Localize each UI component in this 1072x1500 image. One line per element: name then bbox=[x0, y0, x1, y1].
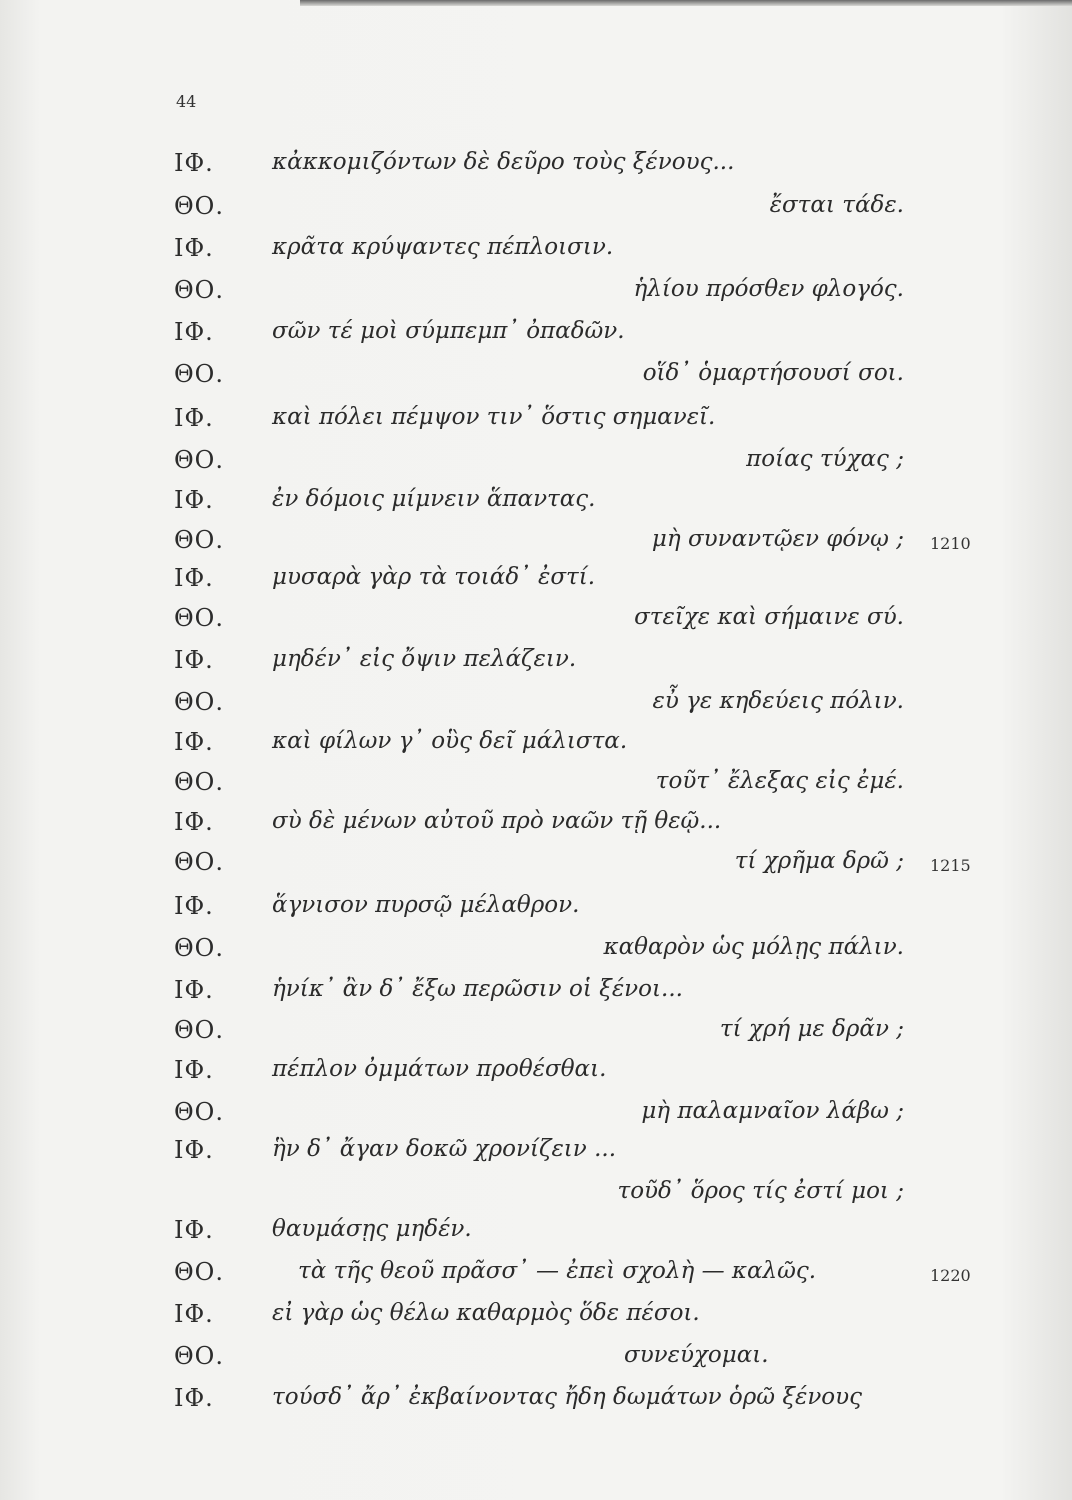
verse-text: οἵδ᾽ ὁμαρτήσουσί σοι. bbox=[642, 360, 904, 386]
speaker-label: ΙΦ. bbox=[174, 1384, 214, 1412]
speaker-label: ΙΦ. bbox=[174, 728, 214, 756]
speaker-label: ΘΟ. bbox=[174, 848, 224, 876]
verse-text: ποίας τύχας ; bbox=[746, 446, 904, 472]
verse-line-number: 1220 bbox=[930, 1266, 971, 1285]
dialogue-line bbox=[0, 234, 1072, 278]
verse-text: εἰ γὰρ ὡς θέλω καθαρμὸς ὅδε πέσοι. bbox=[272, 1300, 700, 1326]
dialogue-line bbox=[0, 848, 1072, 892]
verse-line-number: 1215 bbox=[930, 856, 971, 875]
verse-text: μυσαρὰ γὰρ τὰ τοιάδ᾽ ἐστί. bbox=[272, 564, 596, 590]
dialogue-line bbox=[0, 1258, 1072, 1302]
verse-text: ἐν δόμοις μίμνειν ἅπαντας. bbox=[272, 486, 596, 512]
speaker-label: ΘΟ. bbox=[174, 526, 224, 554]
verse-text: τί χρή με δρᾶν ; bbox=[719, 1016, 904, 1042]
verse-text: στεῖχε καὶ σήμαινε σύ. bbox=[634, 604, 904, 630]
speaker-label: ΘΟ. bbox=[174, 604, 224, 632]
dialogue-line bbox=[0, 318, 1072, 362]
verse-text: ἡνίκ᾽ ἂν δ᾽ ἔξω περῶσιν οἱ ξένοι... bbox=[272, 976, 683, 1002]
dialogue-line bbox=[0, 1384, 1072, 1428]
verse-text: πέπλον ὀμμάτων προθέσθαι. bbox=[272, 1056, 607, 1082]
speaker-label: ΘΟ. bbox=[174, 1016, 224, 1044]
speaker-label: ΙΦ. bbox=[174, 234, 214, 262]
dialogue-line bbox=[0, 446, 1072, 490]
dialogue-line bbox=[0, 360, 1072, 404]
speaker-label: ΘΟ. bbox=[174, 1258, 224, 1286]
dialogue-line bbox=[0, 1136, 1072, 1180]
verse-text: τούσδ᾽ ἄρ᾽ ἐκβαίνοντας ἤδη δωμάτων ὁρῶ ξένους bbox=[272, 1384, 863, 1410]
verse-text: τί χρῆμα δρῶ ; bbox=[734, 848, 904, 874]
verse-text: σῶν τέ μοὶ σύμπεμπ᾽ ὀπαδῶν. bbox=[272, 318, 625, 344]
dialogue-line bbox=[0, 646, 1072, 690]
dialogue-line bbox=[0, 1216, 1072, 1260]
verse-text: τὰ τῆς θεοῦ πρᾶσσ᾽ — ἐπεὶ σχολὴ — καλῶς. bbox=[298, 1258, 817, 1284]
speaker-label: ΙΦ. bbox=[174, 1300, 214, 1328]
verse-text: καὶ πόλει πέμψον τιν᾽ ὅστις σημανεῖ. bbox=[272, 404, 716, 430]
verse-text: μὴ συναντῷεν φόνῳ ; bbox=[651, 526, 904, 552]
speaker-label: ΙΦ. bbox=[174, 564, 214, 592]
scan-edge-shadow bbox=[300, 0, 1072, 6]
dialogue-line bbox=[0, 934, 1072, 978]
dialogue-line bbox=[0, 728, 1072, 772]
verse-text: ἅγνισον πυρσῷ μέλαθρον. bbox=[272, 892, 580, 918]
speaker-label: ΙΦ. bbox=[174, 1216, 214, 1244]
verse-text: ἔσται τάδε. bbox=[769, 192, 904, 218]
verse-text: μὴ παλαμναῖον λάβω ; bbox=[641, 1098, 904, 1124]
dialogue-line bbox=[0, 1342, 1072, 1386]
verse-text: συνεύχομαι. bbox=[624, 1342, 769, 1368]
dialogue-line bbox=[0, 1300, 1072, 1344]
speaker-label: ΙΦ. bbox=[174, 976, 214, 1004]
speaker-label: ΘΟ. bbox=[174, 192, 224, 220]
verse-text: καὶ φίλων γ᾽ οὓς δεῖ μάλιστα. bbox=[272, 728, 628, 754]
verse-text: σὺ δὲ μένων αὐτοῦ πρὸ ναῶν τῇ θεῷ... bbox=[272, 808, 722, 834]
speaker-label: ΘΟ. bbox=[174, 276, 224, 304]
verse-text: κρᾶτα κρύψαντες πέπλοισιν. bbox=[272, 234, 614, 260]
dialogue-line bbox=[0, 564, 1072, 608]
speaker-label: ΘΟ. bbox=[174, 360, 224, 388]
verse-text: εὖ γε κηδεύεις πόλιν. bbox=[652, 688, 904, 714]
speaker-label: ΘΟ. bbox=[174, 934, 224, 962]
speaker-label: ΙΦ. bbox=[174, 486, 214, 514]
speaker-label: ΙΦ. bbox=[174, 149, 214, 177]
dialogue-line bbox=[0, 149, 1072, 193]
dialogue-line bbox=[0, 808, 1072, 852]
verse-text: καθαρὸν ὡς μόλῃς πάλιν. bbox=[603, 934, 904, 960]
dialogue-line bbox=[0, 688, 1072, 732]
verse-text: ἣν δ᾽ ἄγαν δοκῶ χρονίζειν ... bbox=[272, 1136, 617, 1162]
dialogue-line bbox=[0, 1016, 1072, 1060]
speaker-label: ΘΟ. bbox=[174, 688, 224, 716]
dialogue-line bbox=[0, 1056, 1072, 1100]
verse-text: μηδέν᾽ εἰς ὄψιν πελάζειν. bbox=[272, 646, 577, 672]
verse-text: θαυμάσῃς μηδέν. bbox=[272, 1216, 472, 1242]
speaker-label: ΘΟ. bbox=[174, 1098, 224, 1126]
dialogue-line bbox=[0, 892, 1072, 936]
dialogue-line bbox=[0, 976, 1072, 1020]
speaker-label: ΙΦ. bbox=[174, 318, 214, 346]
verse-line-number: 1210 bbox=[930, 534, 971, 553]
speaker-label: ΙΦ. bbox=[174, 404, 214, 432]
dialogue-line bbox=[0, 404, 1072, 448]
speaker-label: ΙΦ. bbox=[174, 808, 214, 836]
dialogue-line bbox=[0, 768, 1072, 812]
verse-text: κἀκκομιζόντων δὲ δεῦρο τοὺς ξένους... bbox=[272, 149, 735, 175]
speaker-label: ΘΟ. bbox=[174, 1342, 224, 1370]
verse-text: τοῦδ᾽ ὅρος τίς ἐστί μοι ; bbox=[617, 1178, 904, 1204]
speaker-label: ΙΦ. bbox=[174, 646, 214, 674]
verse-text: τοῦτ᾽ ἔλεξας εἰς ἐμέ. bbox=[655, 768, 904, 794]
page-number: 44 bbox=[176, 92, 197, 111]
dialogue-line bbox=[0, 604, 1072, 648]
speaker-label: ΘΟ. bbox=[174, 768, 224, 796]
speaker-label: ΙΦ. bbox=[174, 1136, 214, 1164]
speaker-label: ΙΦ. bbox=[174, 892, 214, 920]
speaker-label: ΙΦ. bbox=[174, 1056, 214, 1084]
verse-text: ἡλίου πρόσθεν φλογός. bbox=[633, 276, 904, 302]
speaker-label: ΘΟ. bbox=[174, 446, 224, 474]
dialogue-line bbox=[0, 486, 1072, 530]
dialogue-line bbox=[0, 276, 1072, 320]
dialogue-line bbox=[0, 192, 1072, 236]
